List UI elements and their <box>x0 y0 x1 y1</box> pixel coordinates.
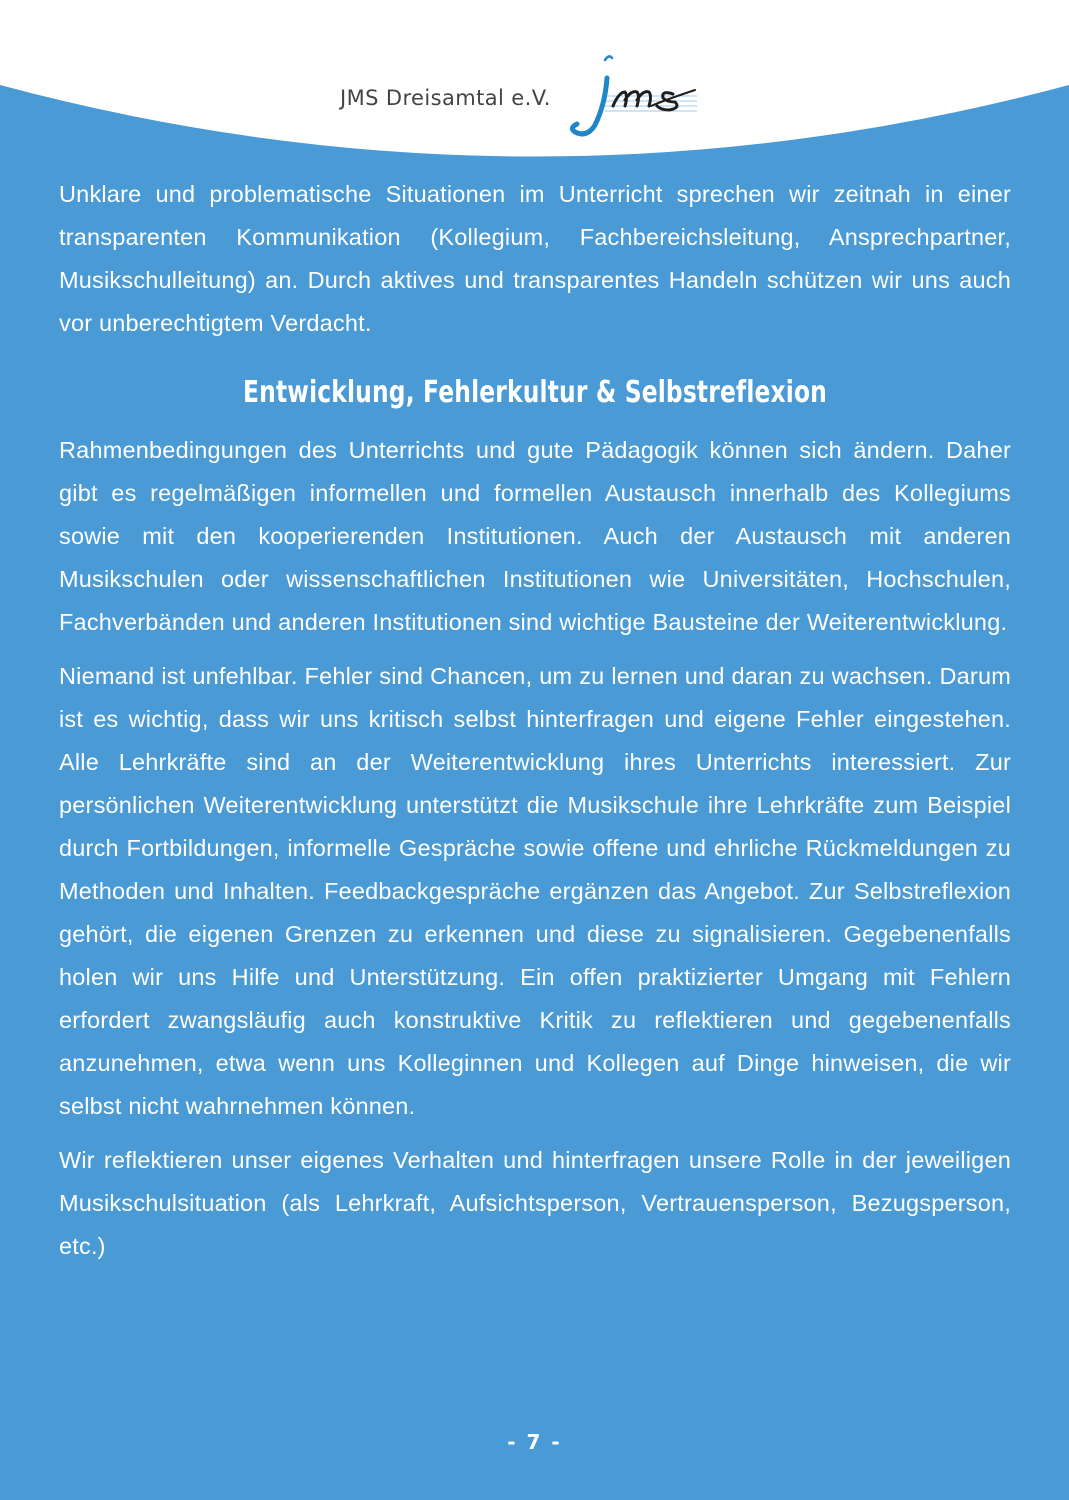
paragraph-development: Rahmenbedingungen des Unterrichts und gute Pädagogik können sich ändern. Daher gibt es regelmäßigen informellen und formellen Austausch innerhalb des Kollegiums sowie mit den kooperierenden Institutionen. Auch der Austausch mit anderen Musikschulen oder wissenschaftlichen Institutionen wie Universitäten, Hochschulen, Fachverbänden und anderen Institutionen sind wichtige Bausteine der Weiterentwicklung. <box>59 437 1011 635</box>
paragraph-self-reflection: Wir reflektieren unser eigenes Verhalten und hinterfragen unsere Rolle in der jeweiligen Musikschulsituation (als Lehrkraft, Aufsichtsperson, Vertrauensperson, Bezugsperson, etc.) <box>59 1147 1011 1259</box>
section-heading: Entwicklung, Fehlerkultur & Selbstreflexion <box>242 375 828 410</box>
paragraph-intro: Unklare und problematische Situationen im Unterricht sprechen wir zeitnah in einer transparenten Kommunikation (Kollegium, Fachbereichsleitung, Ansprechpartner, Musikschulleitung) an. Durch aktives und transparentes Handeln schützen wir uns auch vor unberechtigtem Verdacht. <box>59 181 1011 336</box>
jms-logo-icon <box>565 50 710 142</box>
page-number: - 7 - <box>507 1430 562 1454</box>
paragraph-error-culture: Niemand ist unfehlbar. Fehler sind Chancen, um zu lernen und daran zu wachsen. Darum ist es wichtig, dass wir uns kritisch selbst hinterfragen und eigene Fehler eingestehen. Alle Lehrkräfte sind an der Weiterentwicklung ihres Unterrichts interessiert. Zur persönlichen Weiterentwicklung unterstützt die Musikschule ihre Lehrkräfte zum Beispiel durch Fortbildungen, informelle Gespräche sowie offene und ehrliche Rückmeldungen zu Methoden und Inhalten. Feedbackgespräche ergänzen das Angebot. Zur Selbstreflexion gehört, die eigenen Grenzen zu erkennen und diese zu signalisieren. Gegebenenfalls holen wir uns Hilfe und Unterstützung. Ein offen praktizierter Umgang mit Fehlern erfordert zwangsläufig auch konstruktive Kritik zu reflektieren und gegebenenfalls anzunehmen, etwa wenn uns Kolleginnen und Kollegen auf Dinge hinweisen, die wir selbst nicht wahrnehmen können. <box>59 663 1011 1119</box>
org-name: JMS Dreisamtal e.V. <box>340 86 551 110</box>
page-content <box>59 173 1011 1279</box>
